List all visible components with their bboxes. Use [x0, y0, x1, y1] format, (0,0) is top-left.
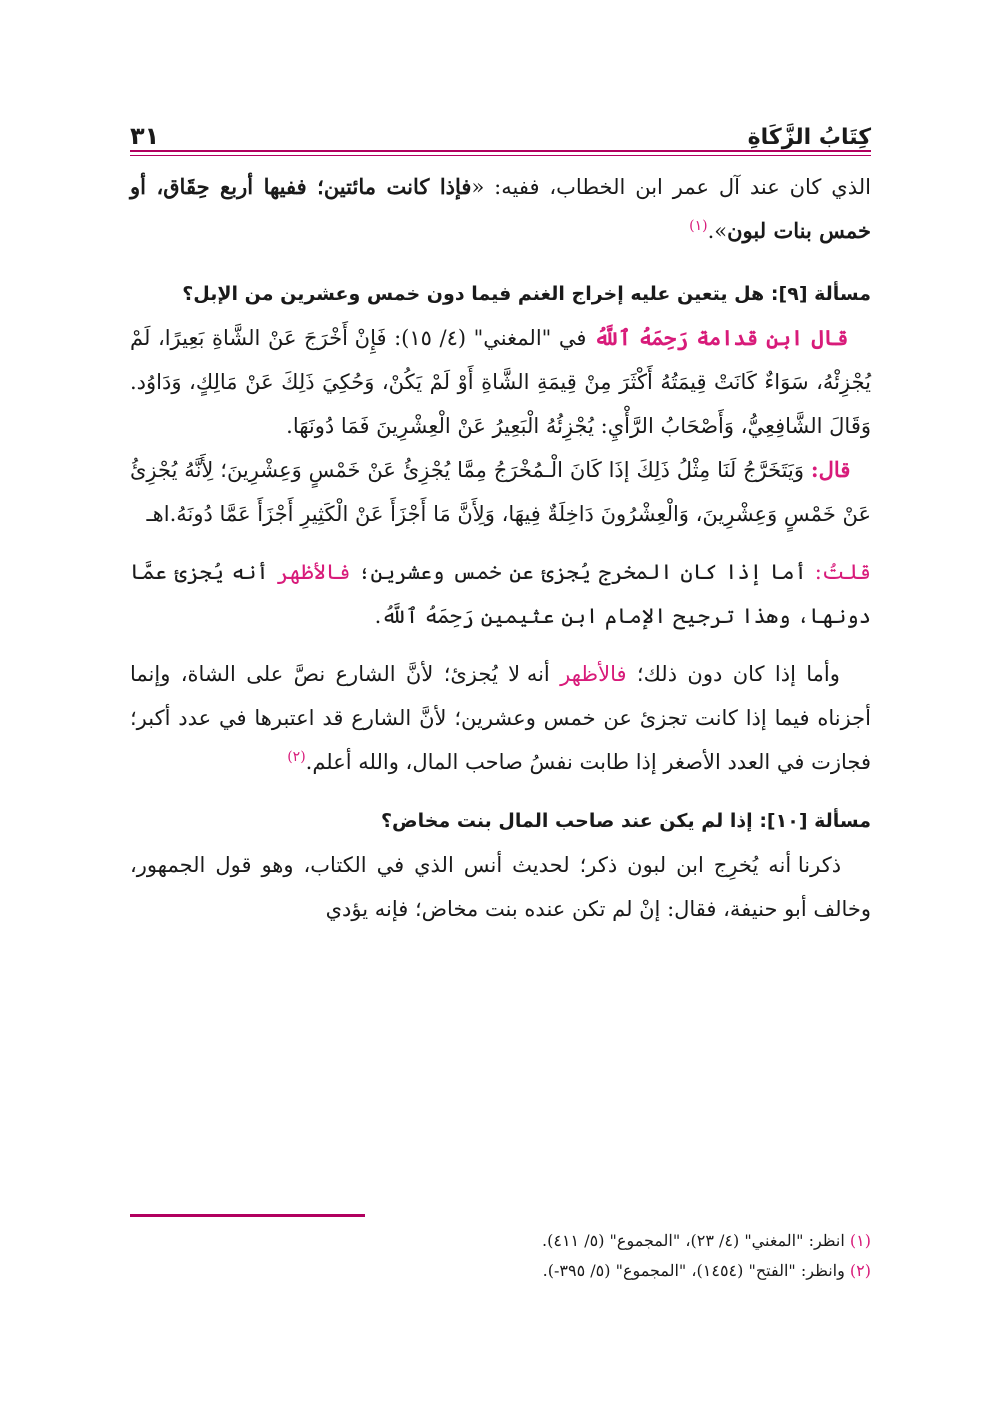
- question-10: [130, 798, 871, 843]
- answer-10: ذكرنا أنه يُخرِج ابن لبون ذكر؛ لحديث أنس الذي في الكتاب، وهو قول الجمهور، وخالف أبو حنيفة، فقال: إنْ لم تكن عنده بنت مخاض؛ فإنه يؤدي: [130, 853, 871, 921]
- quote2-text: وَيَتَخَرَّجُ لَنَا مِثْلُ ذَلِكَ إذَا كَانَ الْـمُخْرَجُ مِمَّا يُجْزِئُ عَنْ خَمْسٍ وَعِشْرِينَ؛ لِأَنَّهُ يُجْزِئُ عَنْ خَمْسٍ وَعِشْرِينَ، وَالْعِشْرُونَ دَاخِلَةٌ فِيهَا، وَلِأَنَّ مَا أَجْزَأَ عَنْ الْكَثِيرِ أَجْزَأَ عَمَّا دُونَهُ.اهـ: [130, 458, 871, 526]
- quote-text: فَإِنْ أَخْرَجَ عَنْ الشَّاةِ بَعِيرًا، لَمْ يُجْزِئْهُ، سَوَاءٌ كَانَتْ قِيمَتُهُ أَكْثَرَ مِنْ قِيمَةِ الشَّاةِ أَوْ لَمْ يَكُنْ، وَحُكِيَ ذَلِكَ عَنْ مَالِكٍ، وَدَاوُد. وَقَالَ الشَّافِعِيُّ، وَأَصْحَابُ الرَّأْيِ: يُجْزِئُهُ الْبَعِيرُ عَنْ الْعِشْرِينَ فَمَا دُونَهَا.: [130, 326, 871, 438]
- question-9: [130, 271, 871, 316]
- footnote-2: (٢) وانظر: "الفتح" (١٤٥٤)، "المجموع" (٥/ ٣٩٥-).: [542, 1261, 871, 1280]
- intro-paragraph: الذي كان عند آل عمر ابن الخطاب، ففيه: «فإذا كانت مائتين؛ ففيها أربع حِقَاق، أو خمس بنات لبون».$^{(١)}$: [130, 174, 871, 243]
- comment2-highlight: فالأظهر: [560, 662, 627, 686]
- quote-continuation: [130, 448, 871, 536]
- footnote-separator: [130, 1214, 365, 1217]
- comment-highlight: فالأظهر: [276, 560, 351, 584]
- author-comment-1: قلتُ: أما إذا كان المخرج يُجزئ عن خمس وعشرين؛ فالأظهر أنه يُجزئ عمَّا دونها، وهذا ترجيح الإمام ابن عثيمين رَحِمَهُ ٱللَّهُ.: [130, 560, 871, 628]
- page-number: ٣١: [130, 122, 160, 150]
- question-10-label: مسألة [١٠]:: [759, 810, 871, 832]
- quote-source: في "المغني" (٤/ ١٥):: [394, 326, 587, 350]
- page-header: [130, 110, 871, 150]
- footnote-ref-2[interactable]: (٢): [287, 749, 306, 765]
- quote-speaker: قال ابن قدامة رَحِمَهُ ٱللَّهُ: [594, 325, 849, 350]
- intro-hadith-text: فإذا كانت مائتين؛ ففيها أربع حِقَاق، أو خمس بنات لبون: [130, 174, 871, 243]
- quote-ibn-qudama: [130, 316, 871, 448]
- question-9-label: مسألة [٩]:: [770, 283, 871, 305]
- question-10-title: إذا لم يكن عند صاحب المال بنت مخاض؟: [381, 810, 753, 832]
- book-page: [130, 0, 871, 1418]
- footnotes: [130, 1226, 871, 1286]
- footnote-ref-1[interactable]: (١): [689, 218, 708, 234]
- comment-label: قلتُ:: [814, 560, 871, 584]
- author-comment-2: وأما إذا كان دون ذلك؛ فالأظهر أنه لا يُجزئ؛ لأنَّ الشارع نصَّ على الشاة، وإنما أجزناه فيما إذا كانت تجزئ عن خمس وعشرين؛ لأنَّ الشارع قد اعتبرها في عدد أكبر؛ فجازت في العدد الأصغر إذا طابت نفسُ صاحب المال، والله أعلم.$^{(٢)}$: [130, 662, 871, 774]
- quote2-speaker: قال:: [810, 457, 851, 482]
- footnote-1: (١) انظر: "المغني" (٤/ ٢٣)، "المجموع" (٥/ ٤١١).: [542, 1231, 871, 1250]
- page-body: [130, 165, 871, 931]
- book-title: كِتَابُ الزَّكَاةِ: [747, 125, 871, 150]
- header-rule-thin: [130, 155, 871, 156]
- header-rule-thick: [130, 150, 871, 152]
- question-9-title: هل يتعين عليه إخراج الغنم فيما دون خمس وعشرين من الإبل؟: [182, 283, 765, 305]
